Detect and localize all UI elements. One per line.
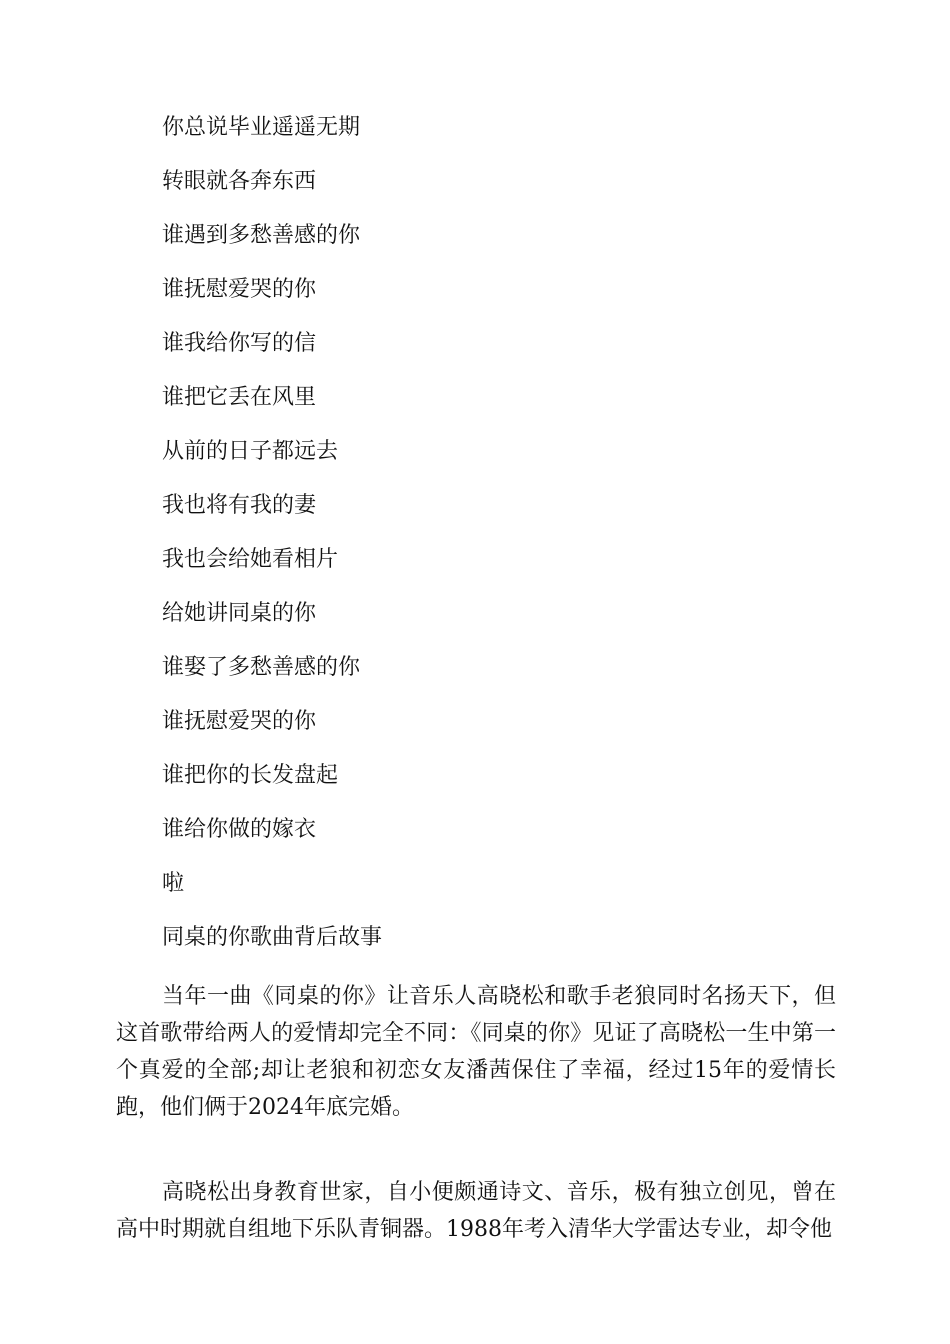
- section-heading: 同桌的你歌曲背后故事: [162, 925, 383, 950]
- story-paragraph: 高晓松出身教育世家，自小便颇通诗文、音乐，极有独立创见，曾在高中时期就自组地下乐队青铜器。1988年考入清华大学雷达专业，却令他: [116, 1180, 836, 1242]
- story-paragraph: 当年一曲《同桌的你》让音乐人高晓松和歌手老狼同时名扬天下，但这首歌带给两人的爱情却完全不同：《同桌的你》见证了高晓松一生中第一个真爱的全部;却让老狼和初恋女友潘茜保住了幸福，经过15年的爱情长跑，他们俩于2024年底完婚。: [116, 984, 836, 1120]
- lyric-line: 谁抚慰爱哭的你: [162, 709, 317, 734]
- lyric-line: 谁给你做的嫁衣: [162, 817, 317, 842]
- lyric-line: 转眼就各奔东西: [162, 169, 317, 194]
- lyric-line: 谁抚慰爱哭的你: [162, 277, 317, 302]
- lyric-line: 你总说毕业遥遥无期: [162, 115, 361, 140]
- lyric-line: 谁娶了多愁善感的你: [162, 655, 361, 680]
- lyric-line: 啦: [162, 871, 185, 896]
- lyric-line: 谁把你的长发盘起: [162, 763, 339, 788]
- lyric-line: 我也会给她看相片: [162, 547, 339, 572]
- lyric-line: 从前的日子都远去: [162, 439, 339, 464]
- lyric-line: 谁遇到多愁善感的你: [162, 223, 361, 248]
- lyrics-block: [162, 108, 862, 972]
- lyric-line: 给她讲同桌的你: [162, 601, 317, 626]
- lyric-line: 谁把它丢在风里: [162, 385, 317, 410]
- lyric-line: 我也将有我的妻: [162, 493, 317, 518]
- lyric-line: 谁我给你写的信: [162, 331, 317, 356]
